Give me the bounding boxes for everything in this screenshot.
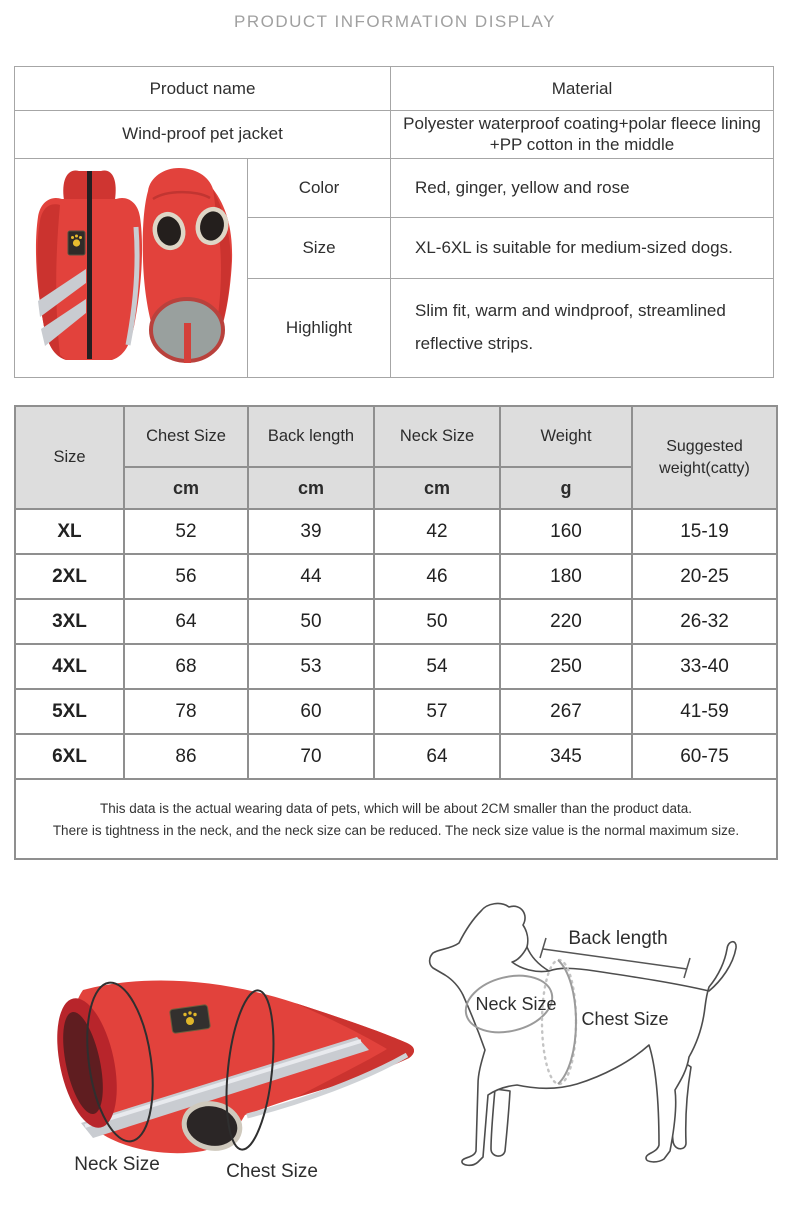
col-header-chest: Chest Size xyxy=(124,406,248,467)
size-data-cell: 160 xyxy=(500,509,632,554)
notes-cell xyxy=(15,779,777,859)
material-header: Material xyxy=(391,67,774,111)
size-label-cell: 5XL xyxy=(15,689,124,734)
col-header-back: Back length xyxy=(248,406,374,467)
size-data-cell: 15-19 xyxy=(632,509,777,554)
dog-neck-size-label: Neck Size xyxy=(475,994,557,1014)
size-data-cell: 57 xyxy=(374,689,500,734)
size-chart-header xyxy=(15,406,777,509)
attribute-value-highlight: Slim fit, warm and windproof, streamlined reflective strips. xyxy=(391,278,774,377)
col-header-suggested: Suggested weight(catty) xyxy=(632,406,777,509)
size-data-cell: 50 xyxy=(374,599,500,644)
measurement-diagram xyxy=(0,862,790,1217)
jacket-front-view xyxy=(142,168,231,363)
note-line-2: There is tightness in the neck, and the neck size can be reduced. The neck size value is the normal maximum size. xyxy=(52,822,740,838)
size-label-cell: 2XL xyxy=(15,554,124,599)
size-data-cell: 56 xyxy=(124,554,248,599)
jacket-side-body xyxy=(47,980,414,1153)
attribute-value-size: XL-6XL is suitable for medium-sized dogs. xyxy=(391,217,774,278)
size-data-cell: 345 xyxy=(500,734,632,779)
size-data-cell: 60-75 xyxy=(632,734,777,779)
size-data-cell: 41-59 xyxy=(632,689,777,734)
attribute-label-color: Color xyxy=(248,158,391,217)
info-value-row xyxy=(15,111,774,159)
unit-neck: cm xyxy=(374,467,500,509)
note-line-1: This data is the actual wearing data of pets, which will be about 2CM smaller than the product data. xyxy=(99,800,693,816)
size-chart-body xyxy=(15,509,777,779)
dog-back-length-label: Back length xyxy=(568,928,668,949)
size-data-cell: 52 xyxy=(124,509,248,554)
notes-row xyxy=(15,779,777,859)
dog-chest-size-label: Chest Size xyxy=(581,1009,669,1029)
page-title: PRODUCT INFORMATION DISPLAY xyxy=(234,12,556,31)
attribute-value-color: Red, ginger, yellow and rose xyxy=(391,158,774,217)
size-data-cell: 267 xyxy=(500,689,632,734)
product-info-table xyxy=(14,66,774,378)
size-label-cell: XL xyxy=(15,509,124,554)
size-data-cell: 180 xyxy=(500,554,632,599)
size-chart-row xyxy=(15,599,777,644)
dog-far-front-leg xyxy=(491,1089,510,1156)
size-data-cell: 46 xyxy=(374,554,500,599)
unit-back: cm xyxy=(248,467,374,509)
size-data-cell: 50 xyxy=(248,599,374,644)
size-chart-table xyxy=(14,405,778,860)
size-data-cell: 53 xyxy=(248,644,374,689)
size-chart-row xyxy=(15,734,777,779)
size-data-cell: 20-25 xyxy=(632,554,777,599)
size-data-cell: 54 xyxy=(374,644,500,689)
size-label-cell: 6XL xyxy=(15,734,124,779)
jacket-back-view xyxy=(35,170,141,359)
size-data-cell: 64 xyxy=(124,599,248,644)
size-data-cell: 26-32 xyxy=(632,599,777,644)
size-data-cell: 78 xyxy=(124,689,248,734)
size-chart-row xyxy=(15,689,777,734)
col-header-weight: Weight xyxy=(500,406,632,467)
size-data-cell: 86 xyxy=(124,734,248,779)
attribute-label-highlight: Highlight xyxy=(248,278,391,377)
size-data-cell: 250 xyxy=(500,644,632,689)
info-header-row xyxy=(15,67,774,111)
col-header-size: Size xyxy=(15,406,124,509)
size-chart-row xyxy=(15,509,777,554)
attribute-row-color xyxy=(15,158,774,217)
col-header-neck: Neck Size xyxy=(374,406,500,467)
size-label-cell: 3XL xyxy=(15,599,124,644)
size-data-cell: 60 xyxy=(248,689,374,734)
unit-weight: g xyxy=(500,467,632,509)
size-label-cell: 4XL xyxy=(15,644,124,689)
jacket-neck-size-label: Neck Size xyxy=(74,1154,160,1175)
size-data-cell: 44 xyxy=(248,554,374,599)
product-name-header: Product name xyxy=(15,67,391,111)
product-photo-cell xyxy=(15,158,248,377)
attribute-label-size: Size xyxy=(248,217,391,278)
size-chart-header-row xyxy=(15,406,777,467)
product-photo-jacket-front-back xyxy=(16,159,247,372)
material-value: Polyester waterproof coating+polar fleece lining +PP cotton in the middle xyxy=(391,111,774,159)
unit-chest: cm xyxy=(124,467,248,509)
size-data-cell: 68 xyxy=(124,644,248,689)
size-data-cell: 220 xyxy=(500,599,632,644)
size-data-cell: 42 xyxy=(374,509,500,554)
size-chart-row xyxy=(15,644,777,689)
size-chart-notes xyxy=(15,779,777,859)
size-data-cell: 33-40 xyxy=(632,644,777,689)
product-name-value: Wind-proof pet jacket xyxy=(15,111,391,159)
size-data-cell: 64 xyxy=(374,734,500,779)
size-data-cell: 39 xyxy=(248,509,374,554)
size-chart-row xyxy=(15,554,777,599)
jacket-side-view-illustration xyxy=(35,955,435,1177)
jacket-chest-size-label: Chest Size xyxy=(226,1161,318,1182)
size-data-cell: 70 xyxy=(248,734,374,779)
